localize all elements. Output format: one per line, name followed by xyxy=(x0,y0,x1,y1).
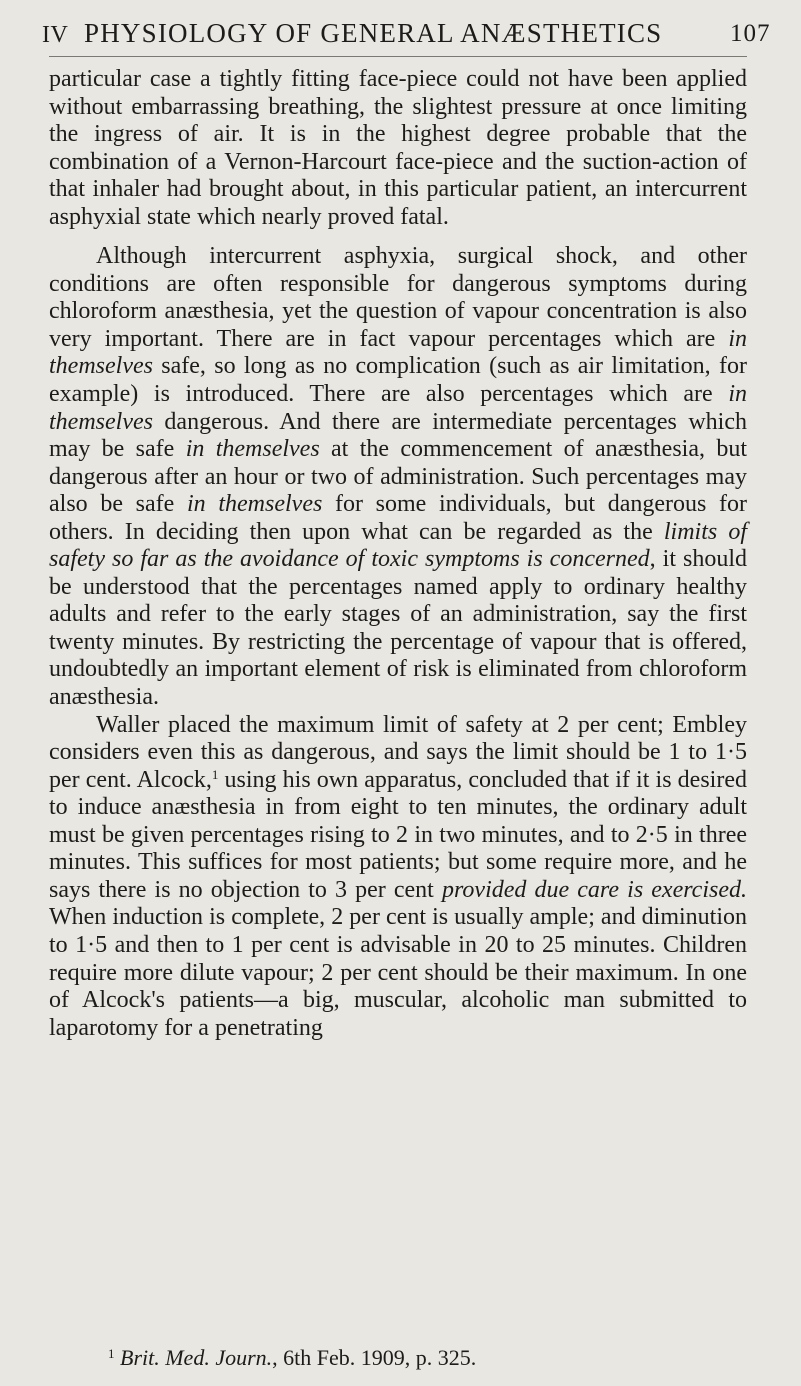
footnote xyxy=(108,1341,748,1370)
paragraph-2-italic-3: in themselves xyxy=(185,436,320,463)
paragraph-2-segment-5: dangerous. And there are intermediate percentages which may be safe xyxy=(49,408,747,463)
paragraph-2-italic-5: limits of safety so far as the avoidance of toxic symptoms is concerned xyxy=(49,518,747,573)
running-head xyxy=(24,0,771,58)
body-text xyxy=(49,66,747,1042)
paragraph-1 xyxy=(49,66,747,231)
paragraph-2 xyxy=(49,243,747,711)
paragraph-2-segment-3: safe, so long as no complication (such as air limitation, for example) is introduced. There are also percentages which are xyxy=(49,353,747,408)
footnote-details: , 6th Feb. 1909, p. 325. xyxy=(272,1345,477,1370)
footnote-source: Brit. Med. Journ. xyxy=(120,1345,273,1370)
footnote-reference: 1 xyxy=(211,766,219,782)
paragraph-2-segment-7: at the commencement of anæsthesia, but dangerous after an hour or two of administration. Such percentages may also be safe xyxy=(49,436,748,518)
paragraph-2-segment-1: Although intercurrent asphyxia, surgical shock, and other conditions are often responsible for dangerous symptoms during chloroform anæsthesia, yet the question of vapour concentration is also very important. There are in fact vapour percentages which are xyxy=(49,243,747,352)
paragraph-2-segment-11: , it should be understood that the percentages named apply to ordinary healthy adults and refer to the early stages of an administration, say the first twenty minutes. By restricting the percentage of vapour that is offered, undoubtedly an important element of risk is eliminated from chloroform anæsthesia. xyxy=(49,546,748,711)
paragraph-3 xyxy=(49,712,747,1043)
page-number: 107 xyxy=(730,20,771,47)
paragraph-2-segment-9: for some individuals, but dangerous for others. In deciding then upon what can be regarded as the xyxy=(49,491,747,545)
footnote-mark: 1 xyxy=(108,1346,115,1361)
paragraph-2-italic-4: in themselves xyxy=(187,491,323,518)
paragraph-1-text: particular case a tightly fitting face-piece could not have been applied without embarrassing breathing, the slightest pressure at once limiting the ingress of air. It is in the highest degree probable that the combination of a Vernon-Harcourt face-piece and the suction-action of that inhaler had brought about, in this particular patient, an intercurrent asphyxial state which nearly proved fatal. xyxy=(49,66,747,230)
paragraph-2-italic-2: in themselves xyxy=(49,381,747,435)
paragraph-3-italic-1: provided due care is exercised. xyxy=(441,876,747,903)
paragraph-3-segment-5: When induction is complete, 2 per cent is usually ample; and diminution to 1·5 and then to 1 per cent is advisable in 20 to 25 minutes. Children require more dilute vapour; 2 per cent should be their maximum. In one of Alcock's patients—a big, muscular, alcoholic man submitted to laparotomy for a penetrating xyxy=(49,904,747,1041)
chapter-number: IV xyxy=(42,22,69,48)
running-title: PHYSIOLOGY OF GENERAL ANÆSTHETICS xyxy=(84,18,663,48)
paragraph-3-segment-3: using his own apparatus, concluded that if it is desired to induce anæsthesia in from eight to ten minutes, the ordinary adult must be given percentages rising to 2 in two minutes, and to 2·5 in three minutes. This suffices for most patients; but some require more, and he says there is no objection to 3 per cent xyxy=(49,766,747,903)
header-rule xyxy=(49,56,747,57)
paragraph-3-segment-1: Waller placed the maximum limit of safety at 2 per cent; Embley considers even this as dangerous, and says the limit should be 1 to 1·5 per cent. Alcock, xyxy=(49,711,747,793)
paragraph-2-italic-1: in themselves xyxy=(49,325,747,380)
